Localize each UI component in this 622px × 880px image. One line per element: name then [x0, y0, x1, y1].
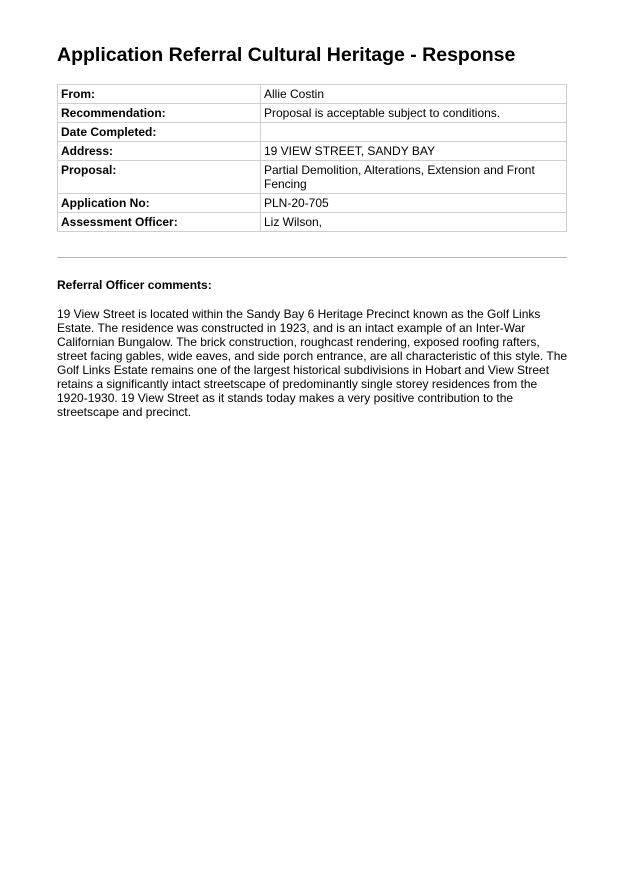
- recommendation-value: Proposal is acceptable subject to conditions.: [261, 104, 567, 123]
- comments-heading: Referral Officer comments:: [57, 278, 212, 292]
- section-divider: [57, 257, 567, 258]
- application-no-value: PLN-20-705: [261, 194, 567, 213]
- from-value: Allie Costin: [261, 85, 567, 104]
- table-row: [58, 85, 567, 104]
- comments-body: 19 View Street is located within the Sandy Bay 6 Heritage Precinct known as the Golf Links Estate. The residence was constructed in 1923, and is an intact example of an Inter-War Californian Bungalow. The brick construction, roughcast rendering, exposed roofing rafters, street facing gables, wide eaves, and side porch entrance, are all characteristic of this style. The Golf Links Estate remains one of the largest historical subdivisions in Hobart and View Street retains a significantly intact streetscape of predominantly single storey residences from the 1920-1930. 19 View Street as it stands today makes a very positive contribution to the streetscape and precinct.: [57, 307, 568, 419]
- table-row: [58, 161, 567, 194]
- table-row: [58, 104, 567, 123]
- document-title: Application Referral Cultural Heritage - Response: [57, 44, 516, 66]
- date-completed-label: Date Completed:: [58, 123, 261, 142]
- table-row: [58, 194, 567, 213]
- date-completed-value: [261, 123, 567, 142]
- referral-details-table: [57, 84, 567, 232]
- assessment-officer-label: Assessment Officer:: [58, 213, 261, 232]
- table-row: [58, 213, 567, 232]
- address-value: 19 VIEW STREET, SANDY BAY: [261, 142, 567, 161]
- assessment-officer-value: Liz Wilson,: [261, 213, 567, 232]
- address-label: Address:: [58, 142, 261, 161]
- table-row: [58, 123, 567, 142]
- proposal-value: Partial Demolition, Alterations, Extension and Front Fencing: [261, 161, 567, 194]
- table-row: [58, 142, 567, 161]
- application-no-label: Application No:: [58, 194, 261, 213]
- recommendation-label: Recommendation:: [58, 104, 261, 123]
- proposal-label: Proposal:: [58, 161, 261, 194]
- from-label: From:: [58, 85, 261, 104]
